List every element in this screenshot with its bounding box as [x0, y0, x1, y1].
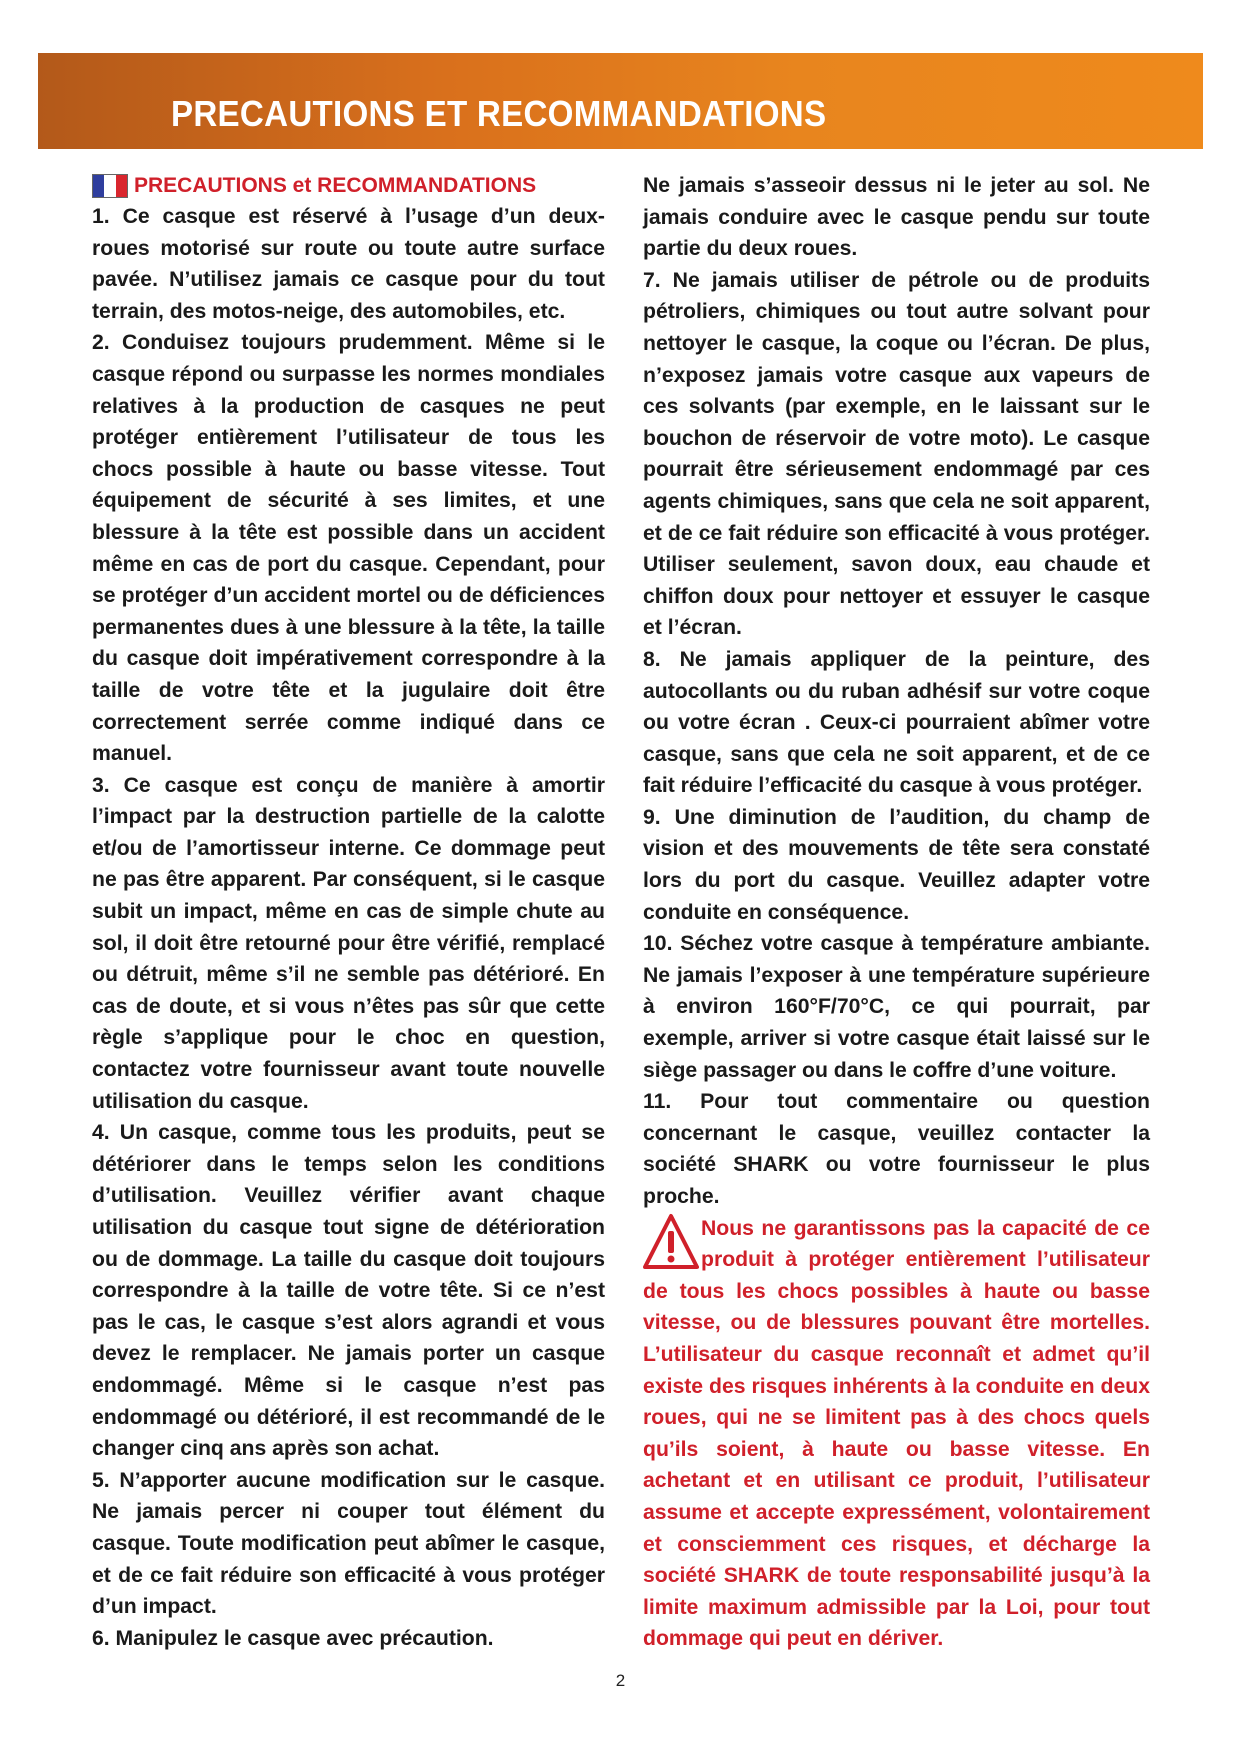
- paragraph-2: 2. Conduisez toujours prudemment. Même si le casque répond ou surpasse les normes mondiales relatives à la production de casques ne peut protéger entièrement l’utilisateur de tous les chocs possible à haute ou basse vitesse. Tout équipement de sécurité à ses limites, et une blessure à la tête est possible dans un accident même en cas de port du casque. Cependant, pour se protéger d’un accident mortel ou de déficiences permanentes dues à une blessure à la tête, la taille du casque doit impérativement correspondre à la taille de votre tête et la jugulaire doit être correctement serrée comme indiqué dans ce manuel.: [92, 331, 605, 766]
- paragraph-6: 6. Manipulez le casque avec précaution.: [92, 1626, 494, 1650]
- header-band: [38, 53, 1203, 149]
- page-title: PRECAUTIONS ET RECOMMANDATIONS: [171, 93, 827, 134]
- french-flag-icon: [92, 174, 128, 198]
- paragraph-6-continued: Ne jamais s’asseoir dessus ni le jeter au sol. Ne jamais conduire avec le casque pendu sur toute partie du deux roues.: [643, 174, 1150, 261]
- paragraph-10: 10. Séchez votre casque à température ambiante. Ne jamais l’exposer à une température supérieure à environ 160°F/70°C, ce qui pourrait, par exemple, arriver si votre casque était laissé sur le siège passager ou dans le coffre d’une voiture.: [643, 932, 1150, 1082]
- page-number: 2: [615, 1671, 626, 1690]
- paragraph-7: 7. Ne jamais utiliser de pétrole ou de produits pétroliers, chimiques ou tout autre solvant pour nettoyer le casque, la coque ou l’écran. De plus, n’exposez jamais votre casque aux vapeurs de ces solvants (par exemple, en le laissant sur le bouchon de réservoir de votre moto). Le casque pourrait être sérieusement endommagé par ces agents chimiques, sans que cela ne soit apparent, et de ce fait réduire son efficacité à vous protéger. Utiliser seulement, savon doux, eau chaude et chiffon doux pour nettoyer et essuyer le casque et l’écran.: [643, 268, 1150, 640]
- warning-icon: [643, 1213, 699, 1271]
- section-heading-text: PRECAUTIONS et RECOMMANDATIONS: [134, 173, 537, 197]
- section-heading: [92, 170, 605, 201]
- paragraph-4: 4. Un casque, comme tous les produits, peut se détériorer dans le temps selon les conditions d’utilisation. Veuillez vérifier avant chaque utilisation du casque tout signe de détérioration ou de dommage. La taille du casque doit toujours correspondre à la taille de votre tête. Si ce n’est pas le cas, le casque s’est alors agrandi et vous devez le remplacer. Ne jamais porter un casque endommagé. Même si le casque n’est pas endommagé ou détérioré, il est recommandé de le changer cinq ans après son achat.: [92, 1121, 605, 1461]
- paragraph-5: 5. N’apporter aucune modification sur le casque. Ne jamais percer ni couper tout élément du casque. Toute modification peut abîmer le casque, et de ce fait réduire son efficacité à vous protéger d’un impact.: [92, 1468, 605, 1619]
- paragraph-8: 8. Ne jamais appliquer de la peinture, des autocollants ou du ruban adhésif sur votre coque ou votre écran . Ceux-ci pourraient abîmer votre casque, sans que cela ne soit apparent, et de ce fait réduire l’efficacité du casque à vous protéger.: [643, 647, 1150, 798]
- warning-text: Nous ne garantissons pas la capacité de ce produit à protéger entièrement l’utilisateur de tous les chocs possibles à haute ou basse vitesse, ou de blessures pouvant être mortelles. L’utilisateur du casque reconnaît et admet qu’il existe des risques inhérents à la conduite en deux roues, qui ne se limitent pas à des chocs quels qu’ils soient, à haute ou basse vitesse. En achetant et en utilisant ce produit, l’utilisateur assume et accepte expressément, volontairement et consciemment ces risques, et décharge la société SHARK de toute responsabilité jusqu’à la limite maximum admissible par la Loi, pour tout dommage qui peut en dériver.: [643, 1216, 1150, 1651]
- left-column: [92, 170, 605, 1654]
- paragraph-3: 3. Ce casque est conçu de manière à amortir l’impact par la destruction partielle de la calotte et/ou de l’amortisseur interne. Ce dommage peut ne pas être apparent. Par conséquent, si le casque subit un impact, même en cas de simple chute au sol, il doit être retourné pour être vérifié, remplacé ou détruit, même s’il ne semble pas détérioré. En cas de doute, et si vous n’êtes pas sûr que cette règle s’applique pour le choc en question, contactez votre fournisseur avant toute nouvelle utilisation du casque.: [92, 773, 605, 1113]
- warning-block: [643, 1213, 1150, 1655]
- paragraph-9: 9. Une diminution de l’audition, du champ de vision et des mouvements de tête sera constaté lors du port du casque. Veuillez adapter votre conduite en conséquence.: [643, 805, 1150, 924]
- paragraph-1: 1. Ce casque est réservé à l’usage d’un deux-roues motorisé sur route ou toute autre surface pavée. N’utilisez jamais ce casque pour du tout terrain, des motos-neige, des automobiles, etc.: [92, 205, 605, 323]
- right-column: [643, 170, 1150, 1655]
- paragraph-11: 11. Pour tout commentaire ou question concernant le casque, veuillez contacter la société SHARK ou votre fournisseur le plus proche.: [643, 1090, 1150, 1208]
